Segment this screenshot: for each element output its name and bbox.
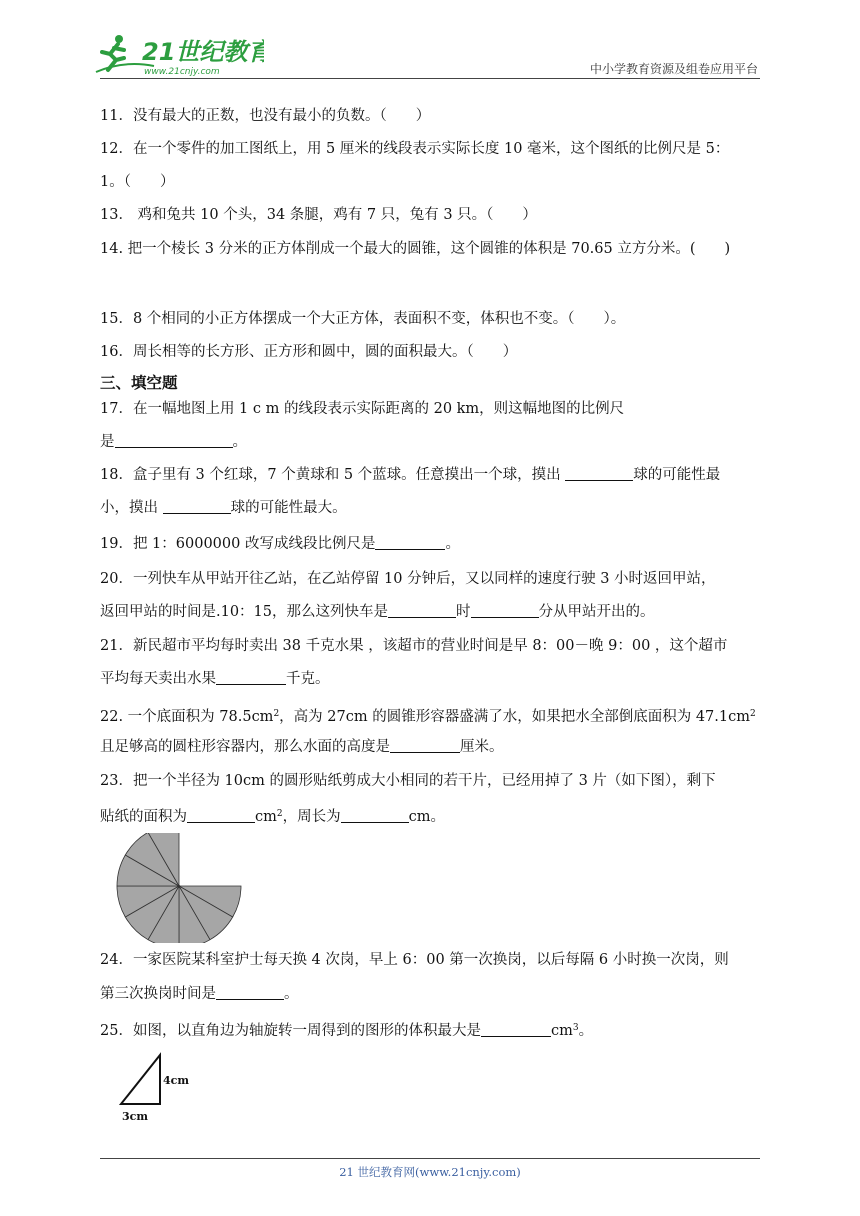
q22-text-b: ，高为 27cm 的圆锥形容器盛满了水，如果把水全部倒底面积为 47.1cm: [279, 709, 750, 725]
runner-logo-icon: [94, 30, 264, 78]
answer-blank[interactable]: [565, 466, 633, 481]
answer-blank[interactable]: [375, 535, 445, 550]
section-heading: 三、填空题: [100, 374, 178, 392]
triangle-figure: [118, 1050, 208, 1130]
footer-divider: [100, 1158, 760, 1159]
question-14: 14. 把一个棱长 3 分米的正方体削成一个最大的圆锥，这个圆锥的体积是 70.65 立方分米。( ): [100, 241, 731, 257]
answer-blank[interactable]: [481, 1022, 551, 1037]
right-triangle: [121, 1055, 160, 1104]
question-22-line2: [100, 731, 765, 764]
question-21-line1: 21．新民超市平均每时卖出 38 千克水果 ，该超市的营业时间是早 8：00－晚 9：00 ，这个超市: [100, 638, 728, 654]
question-22-line1: [100, 698, 765, 734]
question-20-line2: [100, 596, 765, 629]
q24-text-b: 。: [284, 986, 299, 1002]
base-label: 3cm: [122, 1110, 148, 1123]
q19-text-b: 。: [445, 536, 460, 552]
q18-text-c: 小，摸出: [100, 500, 163, 516]
header-divider: [100, 78, 760, 79]
q18-text-b: 球的可能性最: [633, 467, 721, 483]
q18-text-a: 18．盒子里有 3 个红球，7 个黄球和 5 个蓝球。任意摸出一个球，摸出: [100, 467, 566, 483]
question-23-line2: [100, 798, 765, 834]
question-24-line1: 24．一家医院某科室护士每天换 4 次岗，早上 6：00 第一次换岗，以后每隔 6 小时换一次岗，则: [100, 952, 729, 968]
answer-blank[interactable]: [471, 603, 539, 618]
header-platform-name: 中小学教育资源及组卷应用平台: [589, 62, 758, 76]
question-11: 11．没有最大的正数，也没有最小的负数。（ ）: [100, 108, 431, 124]
q17-suffix: 。: [232, 434, 247, 450]
answer-blank[interactable]: [341, 808, 409, 823]
question-18-line1: [100, 459, 765, 492]
question-18-line2: [100, 492, 765, 525]
q22-text-d: 厘米。: [460, 739, 504, 755]
sector-figure: [115, 833, 245, 943]
question-17-line2: [100, 426, 765, 459]
q24-text-a: 第三次换岗时间是: [100, 986, 216, 1002]
q23-text-a: 贴纸的面积为: [100, 809, 187, 825]
answer-blank[interactable]: [216, 670, 286, 685]
q22-text-c: 且足够高的圆柱形容器内，那么水面的高度是: [100, 739, 390, 755]
height-label: 4cm: [163, 1074, 189, 1087]
answer-blank[interactable]: [388, 603, 456, 618]
question-19: [100, 528, 765, 561]
answer-blank[interactable]: [115, 433, 233, 448]
right-triangle-diagram: [118, 1050, 208, 1130]
q25-sup: 3: [572, 1023, 579, 1033]
q19-text-a: 19．把 1：6000000 改写成线段比例尺是: [100, 536, 376, 552]
question-21-line2: [100, 663, 765, 696]
q21-text-a: 平均每天卖出水果: [100, 671, 216, 687]
answer-blank[interactable]: [216, 985, 284, 1000]
q20-text-b: 时: [456, 604, 471, 620]
q25-text-c: 。: [578, 1023, 594, 1039]
q25-text-b: cm: [550, 1023, 573, 1039]
answer-blank[interactable]: [187, 808, 255, 823]
q18-text-d: 球的可能性最大。: [230, 500, 347, 516]
q23-text-d: cm。: [408, 809, 445, 825]
logo: [94, 30, 264, 78]
q20-text-a: 返回甲站的时间是.10：15，那么这列快车是: [100, 604, 389, 620]
q25-text-a: 25．如图，以直角边为轴旋转一周得到的图形的体积最大是: [100, 1023, 481, 1039]
question-15: 15．8 个相同的小正方体摆成一个大正方体，表面积不变，体积也不变。（ ）。: [100, 311, 626, 327]
q22-sup-2: 2: [749, 709, 756, 719]
q22-text-a: 22. 一个底面积为 78.5cm: [100, 709, 274, 725]
footer-text: 21 世纪教育网(www.21cnjy.com): [339, 1165, 521, 1179]
q17-prefix: 是: [100, 434, 115, 450]
logo-url: www.21cnjy.com: [144, 67, 220, 77]
q23-text-c: ，周长为: [282, 809, 341, 825]
answer-blank[interactable]: [163, 499, 231, 514]
cut-circle-diagram: [115, 833, 245, 943]
q21-text-b: 千克。: [286, 671, 330, 687]
question-13: 13． 鸡和兔共 10 个头，34 条腿，鸡有 7 只，兔有 3 只。（ ）: [100, 207, 537, 223]
question-17-line1: 17．在一幅地图上用 1 c m 的线段表示实际距离的 20 km，则这幅地图的比例尺: [100, 401, 625, 417]
question-23-line1: 23．把一个半径为 10cm 的圆形贴纸剪成大小相同的若干片，已经用掉了 3 片（如下图），剩下: [100, 773, 716, 789]
question-25: [100, 1012, 765, 1048]
question-12-line2: 1。（ ）: [100, 174, 175, 190]
q23-sup: 2: [276, 809, 283, 819]
answer-blank[interactable]: [390, 738, 460, 753]
question-12-line1: 12．在一个零件的加工图纸上，用 5 厘米的线段表示实际长度 10 毫米，这个图纸的比例尺是 5：: [100, 141, 730, 157]
q23-text-b: cm: [255, 809, 277, 825]
question-16: 16．周长相等的长方形、正方形和圆中，圆的面积最大。（ ）: [100, 344, 518, 360]
logo-text: 21世纪教育: [142, 38, 264, 66]
question-20-line1: 20．一列快车从甲站开往乙站，在乙站停留 10 分钟后，又以同样的速度行驶 3 小时返回甲站，: [100, 571, 716, 587]
q22-sup-1: 2: [273, 709, 280, 719]
question-24-line2: [100, 978, 765, 1011]
q20-text-c: 分从甲站开出的。: [538, 604, 655, 620]
